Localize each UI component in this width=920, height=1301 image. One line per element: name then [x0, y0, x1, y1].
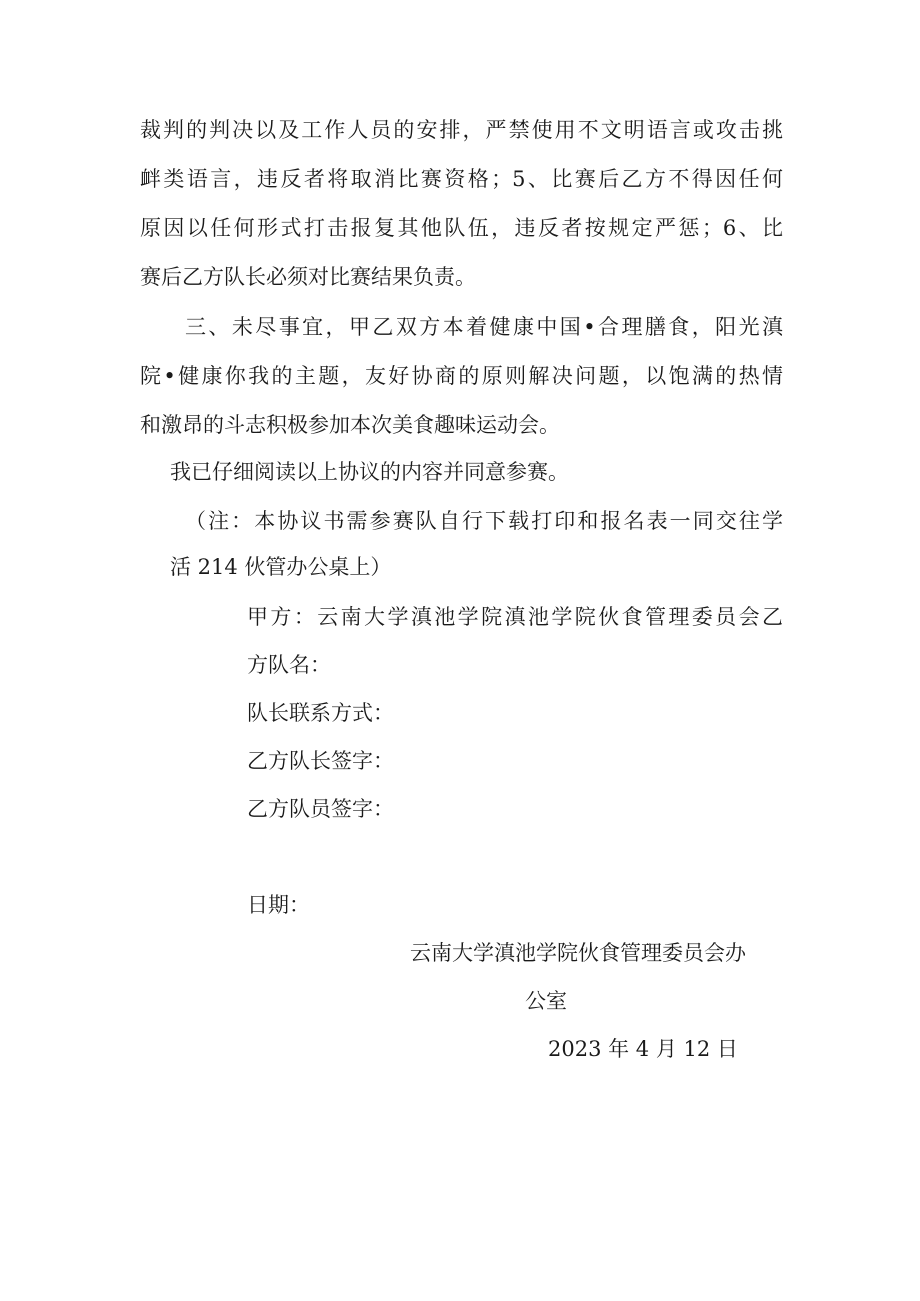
party-a-line-2: 方队名：	[247, 653, 331, 677]
rules-line-4: 赛后乙方队长必须对比赛结果负责。	[140, 265, 476, 289]
party-a-line-1: 甲方：云南大学滇池学院滇池学院伙食管理委员会乙	[247, 605, 783, 629]
matters-line-1: 三、未尽事宜，甲乙双方本着健康中国•合理膳食，阳光滇	[185, 315, 783, 339]
rules-line-2: 衅类语言，违反者将取消比赛资格；5、比赛后乙方不得因任何	[140, 167, 783, 191]
note-line-1: （注：本协议书需参赛队自行下载打印和报名表一同交往学	[185, 509, 783, 533]
matters-line-2: 院•健康你我的主题，友好协商的原则解决问题，以饱满的热情	[140, 364, 783, 388]
captain-signature-label: 乙方队长签字：	[247, 749, 394, 773]
issue-date: 2023 年 4 月 12 日	[548, 1037, 738, 1061]
date-label: 日期：	[247, 893, 310, 917]
issuer-line-2: 公室	[525, 989, 567, 1013]
captain-contact-label: 队长联系方式：	[247, 701, 394, 725]
rules-line-1: 裁判的判决以及工作人员的安排，严禁使用不文明语言或攻击挑	[140, 118, 783, 142]
rules-line-3: 原因以任何形式打击报复其他队伍，违反者按规定严惩；6、比	[140, 216, 783, 240]
consent-statement: 我已仔细阅读以上协议的内容并同意参赛。	[170, 460, 569, 484]
issuer-line-1: 云南大学滇池学院伙食管理委员会办	[410, 941, 746, 965]
note-line-2: 活 214 伙管办公桌上）	[170, 555, 392, 579]
matters-line-3: 和激昂的斗志积极参加本次美食趣味运动会。	[140, 413, 560, 437]
member-signature-label: 乙方队员签字：	[247, 797, 394, 821]
